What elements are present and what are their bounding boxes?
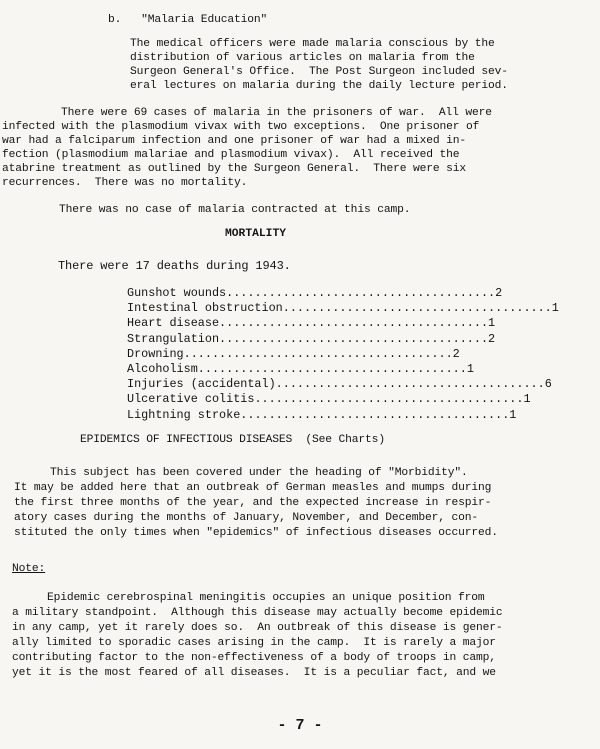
mortality-row: Heart disease ...................................... 1 — [127, 316, 496, 331]
cause-label: Intestinal obstruction — [127, 301, 283, 316]
cause-label: Gunshot wounds — [127, 286, 227, 300]
malaria-line-3: war had a falciparum infection and one prisoner of war had a mixed in- — [2, 135, 467, 147]
epidemics-heading: EPIDEMICS OF INFECTIOUS DISEASES (See Charts) — [80, 434, 385, 446]
cause-count: 2 — [452, 346, 460, 361]
malaria-line-1: There were 69 cases of malaria in the prisoners of war. All were — [61, 107, 492, 119]
cause-count: 1 — [551, 301, 559, 316]
note-label: Note: — [12, 563, 46, 575]
malaria-line-6: recurrences. There was no mortality. — [2, 177, 248, 189]
note-line-4: ally limited to sporadic cases arising in the camp. It is rarely a major — [12, 637, 496, 649]
epidemics-line-2: It may be added here that an outbreak of German measles and mumps during — [14, 482, 492, 494]
cause-label: Injuries (accidental) — [127, 377, 276, 392]
epidemics-line-1: This subject has been covered under the heading of "Morbidity". — [50, 467, 468, 479]
page-number: - 7 - — [277, 717, 323, 734]
no-case-line: There was no case of malaria contracted at this camp. — [59, 204, 411, 216]
mortality-row: Alcoholism ...................................... 1 — [127, 362, 474, 377]
malaria-line-5: atabrine treatment as outlined by the Surgeon General. There were six — [2, 163, 467, 175]
malaria-line-2: infected with the plasmodium vivax with two exceptions. One prisoner of — [2, 121, 480, 133]
cause-label: Alcoholism — [127, 362, 198, 377]
cause-label: Strangulation — [127, 331, 220, 346]
mortality-row: Ulcerative colitis ...................................... 1 — [127, 392, 531, 407]
mortality-heading: MORTALITY — [225, 228, 287, 240]
mortality-row: Injuries (accidental) ...................................... 6 — [127, 377, 552, 392]
cause-count: 1 — [466, 362, 474, 377]
cause-label: Lightning stroke — [127, 407, 241, 422]
mortality-row: Intestinal obstruction ...................................... 1 — [127, 301, 559, 316]
epidemics-line-4: atory cases during the months of January, November, and December, con- — [14, 512, 479, 524]
cause-count: 6 — [544, 377, 552, 392]
mortality-causes-table — [127, 286, 559, 423]
cause-label: Heart disease — [127, 316, 220, 331]
cause-count: 1 — [523, 392, 531, 407]
section-b-line-2: distribution of various articles on malaria from the — [130, 52, 475, 64]
cause-count: 1 — [509, 407, 517, 422]
note-line-2: a military standpoint. Although this disease may actually become epidemic — [12, 607, 503, 619]
note-line-1: Epidemic cerebrospinal meningitis occupies an unique position from — [47, 592, 485, 604]
malaria-line-4: fection (plasmodium malariae and plasmodium vivax). All received the — [2, 149, 460, 161]
section-b-line-4: eral lectures on malaria during the daily lecture period. — [130, 80, 508, 92]
note-line-5: contributing factor to the non-effectiveness of a body of troops in camp, — [12, 652, 496, 664]
cause-label: Ulcerative colitis — [127, 392, 255, 407]
section-b-heading: b. "Malaria Education" — [108, 14, 268, 26]
mortality-row: Lightning stroke ...................................... 1 — [127, 407, 517, 422]
cause-count: 2 — [488, 331, 496, 346]
cause-count: 1 — [488, 316, 496, 331]
epidemics-line-3: the first three months of the year, and the expected increase in respir- — [14, 497, 492, 509]
section-b-line-3: Surgeon General's Office. The Post Surgeon included sev- — [130, 66, 508, 78]
mortality-row: Strangulation ...................................... 2 — [127, 331, 496, 346]
cause-count: 2 — [495, 286, 503, 300]
epidemics-line-5: stituted the only times when "epidemics" of infectious diseases occurred. — [14, 527, 498, 539]
cause-label: Drowning — [127, 346, 184, 361]
note-line-6: yet it is the most feared of all diseases. It is a peculiar fact, and we — [12, 667, 496, 679]
note-line-3: in any camp, yet it rarely does so. An outbreak of this disease is gener- — [12, 622, 503, 634]
mortality-row: Gunshot wounds ...................................... 2 — [127, 286, 503, 300]
mortality-row: Drowning ...................................... 2 — [127, 346, 460, 361]
section-b-line-1: The medical officers were made malaria conscious by the — [130, 38, 495, 50]
mortality-intro: There were 17 deaths during 1943. — [58, 259, 291, 273]
